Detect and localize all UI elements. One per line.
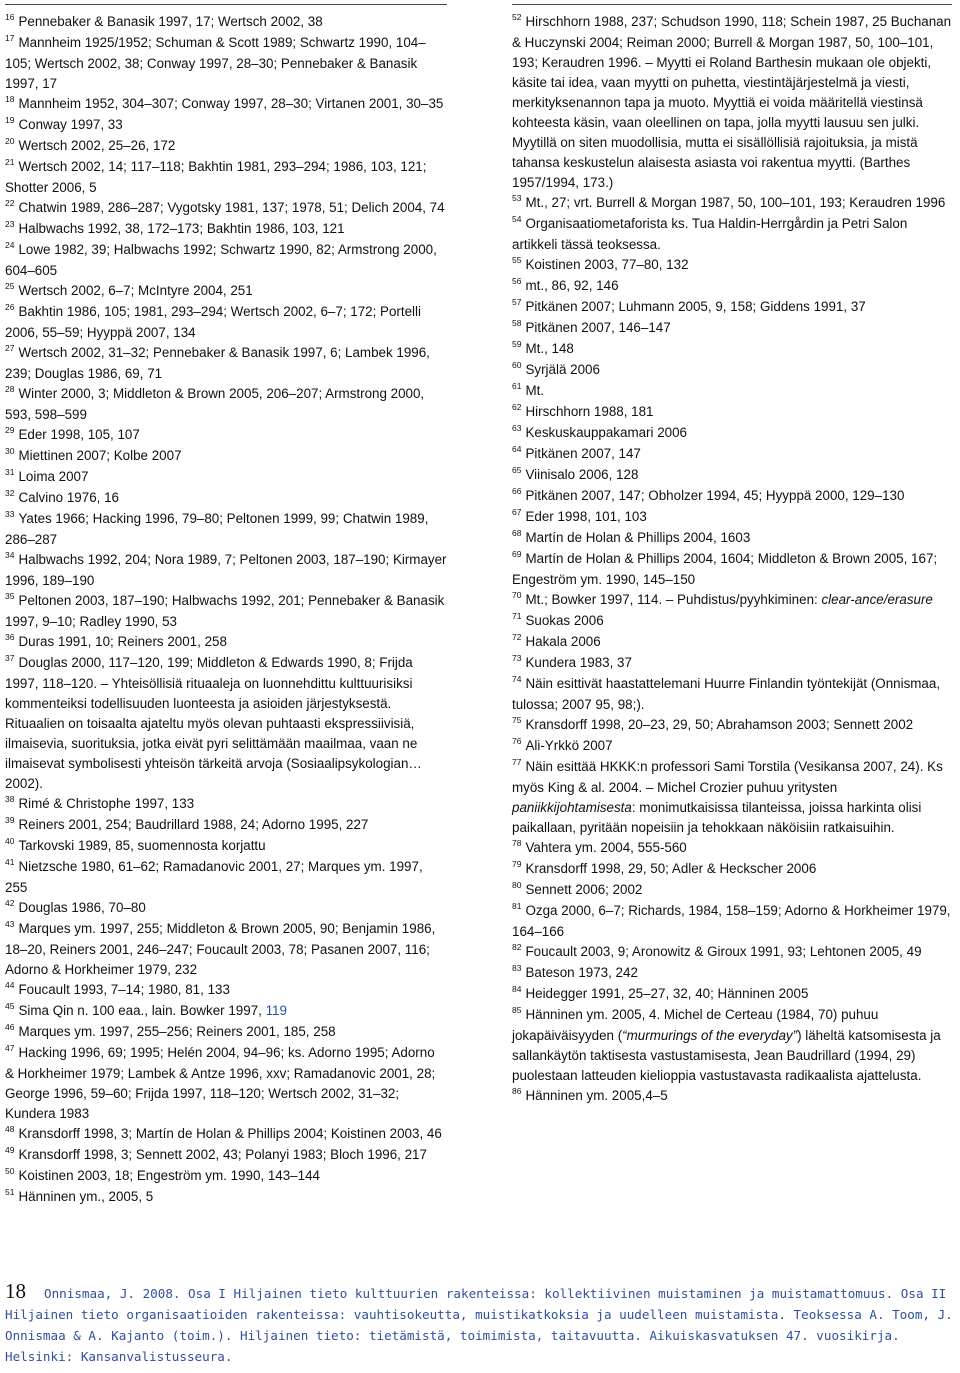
footnote-text: Pitkänen 2007, 147; Obholzer 1994, 45; Hyyppä 2000, 129–130: [525, 488, 905, 503]
footnote: [512, 757, 952, 838]
footnote: [5, 980, 447, 1001]
footnote-number: 32: [5, 488, 15, 498]
footnote: [5, 467, 447, 488]
footnote: [512, 297, 952, 318]
footnote: [512, 549, 952, 590]
footnote-text: Marques ym. 1997, 255; Middleton & Brown 2005, 90; Benjamin 1986, 18–20, Reiners 2001, 246–247; Foucault 2003, 78; Pasanen 2007, 116; Adorno & Horkheimer 1979, 232: [5, 921, 436, 977]
footnote-text: mt., 86, 92, 146: [525, 278, 619, 293]
footnote-text: Näin esittivät haastattelemani Huurre Finlandin työntekijät (Onnismaa, tulossa; 2007 95, 98;).: [512, 676, 941, 712]
footnote-text: Pitkänen 2007, 146–147: [525, 320, 671, 335]
footnote-number: 45: [5, 1001, 15, 1011]
footnote-number: 59: [512, 339, 522, 349]
footnote-link-text: 119: [265, 1003, 287, 1018]
footnote-number: 23: [5, 219, 15, 229]
footnote: [512, 1005, 952, 1086]
footnote-text: Martín de Holan & Phillips 2004, 1603: [525, 530, 751, 545]
footnote-text: Hänninen ym., 2005, 5: [18, 1189, 154, 1204]
footnote: [5, 425, 447, 446]
footnote: [512, 653, 952, 674]
footnote-number: 16: [5, 12, 15, 22]
footnote-number: 54: [512, 214, 522, 224]
footnote-text: Douglas 2000, 117–120, 199; Middleton & Edwards 1990, 8; Frijda 1997, 118–120. – Yhteisöllisiä rituaaleja on luonnehdittu kulttuurisiksi kommenteiksi todellisuuden luonteesta ja asioiden järjestyksestä. Rituaalien on toisaalta ajateltu myös olevan puhtaasti ekspressiivisiä, ilmaisevia, suorituksia, jotka eivät pyri selittämään maailmaa, vaan ne ilmaisevat symbolisesti yhteisön tärkeitä arvoja (Sosiaalipsykologian…2002).: [5, 655, 422, 791]
footnote-text: Wertsch 2002, 14; 117–118; Bakhtin 1981, 293–294; 1986, 103, 121; Shotter 2006, 5: [5, 159, 427, 195]
footnote: [512, 339, 952, 360]
footnote: [5, 836, 447, 857]
footnote-text: Miettinen 2007; Kolbe 2007: [18, 448, 182, 463]
footnote-number: 84: [512, 984, 522, 994]
left-rule: [5, 4, 447, 5]
footnote: [512, 838, 952, 859]
footnote-text: Kransdorff 1998, 3; Martín de Holan & Phillips 2004; Koistinen 2003, 46: [18, 1126, 442, 1141]
footnote-number: 75: [512, 715, 522, 725]
page-footer: [5, 1281, 955, 1367]
footnote-number: 22: [5, 198, 15, 208]
footnote-text: Ozga 2000, 6–7; Richards, 1984, 158–159; Adorno & Horkheimer 1979, 164–166: [512, 903, 951, 939]
footnote-italic-text: clear-ance/erasure: [821, 592, 933, 607]
footnote: [512, 1086, 952, 1107]
footnote-text: Keskuskauppakamari 2006: [525, 425, 687, 440]
footnote-text: Marques ym. 1997, 255–256; Reiners 2001, 185, 258: [18, 1024, 336, 1039]
footnote: [5, 1022, 447, 1043]
footnote-text: Lowe 1982, 39; Halbwachs 1992; Schwartz 1990, 82; Armstrong 2000, 604–605: [5, 242, 437, 278]
footnote: [512, 674, 952, 715]
footnote-text: Koistinen 2003, 77–80, 132: [525, 257, 689, 272]
footnote-number: 25: [5, 281, 15, 291]
footnote-text: Sennett 2006; 2002: [525, 882, 643, 897]
footnote-text: Koistinen 2003, 18; Engeström ym. 1990, 143–144: [18, 1168, 320, 1183]
footnote-number: 62: [512, 402, 522, 412]
footnote-number: 28: [5, 384, 15, 394]
footnote: [5, 343, 447, 384]
footnote-number: 69: [512, 549, 522, 559]
footnote-text: Yates 1966; Hacking 1996, 79–80; Peltonen 1999, 99; Chatwin 1989, 286–287: [5, 511, 429, 547]
footnote-number: 39: [5, 815, 15, 825]
footnote-number: 43: [5, 919, 15, 929]
footnotes-left-column: [5, 12, 447, 1208]
footnote-text: Winter 2000, 3; Middleton & Brown 2005, 206–207; Armstrong 2000, 593, 598–599: [5, 386, 425, 422]
footnote: [512, 360, 952, 381]
footnote-number: 67: [512, 507, 522, 517]
footnote-number: 74: [512, 674, 522, 684]
footnote-text: Hacking 1996, 69; 1995; Helén 2004, 94–96; ks. Adorno 1995; Adorno & Horkheimer 1979; Lambek & Antze 1996, xxv; Ramadanovic 2001, 28; George 1996, 59–60; Frijda 1997, 118–120; Wertsch 2002, 31–32; Kundera 1983: [5, 1045, 436, 1121]
footnote: [512, 715, 952, 736]
footnote-text: Wertsch 2002, 31–32; Pennebaker & Banasik 1997, 6; Lambek 1996, 239; Douglas 1986, 69, 71: [5, 345, 430, 381]
footnote: [5, 12, 447, 33]
footnote-text: Peltonen 2003, 187–190; Halbwachs 1992, 201; Pennebaker & Banasik 1997, 9–10; Radley 1990, 53: [5, 593, 445, 629]
footnote-number: 38: [5, 794, 15, 804]
footnote: [5, 550, 447, 591]
footnote: [512, 632, 952, 653]
footnote-text: Wertsch 2002, 6–7; McIntyre 2004, 251: [18, 283, 253, 298]
footnote-number: 78: [512, 838, 522, 848]
footnote: [5, 1001, 447, 1022]
footnote-text: Mt., 148: [525, 341, 574, 356]
footnote: [5, 281, 447, 302]
footnote-text: Hakala 2006: [525, 634, 601, 649]
footnote: [5, 157, 447, 198]
footnote: [512, 963, 952, 984]
footnote-text: Mannheim 1952, 304–307; Conway 1997, 28–30; Virtanen 2001, 30–35: [18, 96, 444, 111]
footnote-number: 44: [5, 980, 15, 990]
footnote-number: 52: [512, 12, 522, 22]
footnote: [5, 509, 447, 550]
page-number: 18: [5, 1279, 26, 1303]
footnote-text: Bakhtin 1986, 105; 1981, 293–294; Wertsch 2002, 6–7; 172; Portelli 2006, 55–59; Hyyppä 2007, 134: [5, 304, 421, 340]
footnote: [512, 214, 952, 255]
footnote-text: Loima 2007: [18, 469, 89, 484]
footnote: [512, 12, 952, 193]
footnote-text-continued: ) läheltä katsomisesta ja sallankäytön taktisesta vastustamisesta, Jean Baudrillard (1994, 29) puolestaan latteuden kielioppia vastustavasta radikaalista ajattelusta.: [512, 1028, 941, 1083]
footnote: [512, 611, 952, 632]
footnote: [5, 1166, 447, 1187]
footnote-text: Martín de Holan & Phillips 2004, 1604; Middleton & Brown 2005, 167; Engeström ym. 1990, 145–150: [512, 551, 938, 587]
footnote-number: 81: [512, 901, 522, 911]
footnotes-right-column: [512, 12, 952, 1107]
footnote-number: 76: [512, 736, 522, 746]
footnote-text: Syrjälä 2006: [525, 362, 600, 377]
footnote: [512, 318, 952, 339]
footnote-number: 26: [5, 302, 15, 312]
footnote-number: 60: [512, 360, 522, 370]
footnote-number: 50: [5, 1166, 15, 1176]
footnote: [5, 1145, 447, 1166]
footnote-number: 86: [512, 1086, 522, 1096]
footnote-number: 72: [512, 632, 522, 642]
footnote-text: Ali-Yrkkö 2007: [525, 738, 613, 753]
footnote-text: Halbwachs 1992, 38, 172–173; Bakhtin 1986, 103, 121: [18, 221, 345, 236]
footnote-number: 66: [512, 486, 522, 496]
footnote-number: 48: [5, 1124, 15, 1134]
footnote: [512, 193, 952, 214]
footnote-text: Douglas 1986, 70–80: [18, 900, 146, 915]
footnote-number: 51: [5, 1187, 15, 1197]
footnote-text: Vahtera ym. 2004, 555-560: [525, 840, 687, 855]
footnote-number: 40: [5, 836, 15, 846]
footnote: [512, 402, 952, 423]
footnote-number: 42: [5, 898, 15, 908]
footnote: [5, 632, 447, 653]
footnote-number: 65: [512, 465, 522, 475]
footnote-number: 36: [5, 632, 15, 642]
footnote-number: 61: [512, 381, 522, 391]
footnote-text: Organisaatiometaforista ks. Tua Haldin-Herrgårdin ja Petri Salon artikkeli tässä teoksessa.: [512, 216, 908, 252]
footnote: [512, 255, 952, 276]
footnote-number: 71: [512, 611, 522, 621]
footnote-number: 35: [5, 591, 15, 601]
footnote-number: 70: [512, 590, 522, 600]
footnote-number: 21: [5, 157, 15, 167]
footnote-text: Bateson 1973, 242: [525, 965, 638, 980]
footnote-number: 56: [512, 276, 522, 286]
footnote-text-continued: : monimutkaisissa tilanteissa, joissa harkinta olisi paikallaan, pyritään nopeisiin ja tehokkaan näköisiin ratkaisuihin.: [512, 800, 922, 835]
footnote-number: 55: [512, 255, 522, 265]
footnote-text: Näin esittää HKKK:n professori Sami Torstila (Vesikansa 2007, 24). Ks myös King & al. 2004. – Michel Crozier puhuu yritysten: [512, 759, 943, 795]
footnote: [512, 423, 952, 444]
footnote-number: 64: [512, 444, 522, 454]
footnote: [512, 901, 952, 942]
footnote-text: Calvino 1976, 16: [18, 490, 119, 505]
footnote-text: Duras 1991, 10; Reiners 2001, 258: [18, 634, 227, 649]
footnote-text: Tarkovski 1989, 85, suomennosta korjattu: [18, 838, 266, 853]
footnote-text: Hirschhorn 1988, 181: [525, 404, 654, 419]
footnote-text: Kundera 1983, 37: [525, 655, 632, 670]
footnote-text: Sima Qin n. 100 eaa., lain. Bowker 1997,: [18, 1003, 266, 1018]
footnote: [5, 198, 447, 219]
footnote: [512, 736, 952, 757]
footnote-text: Pitkänen 2007; Luhmann 2005, 9, 158; Giddens 1991, 37: [525, 299, 866, 314]
footnote: [512, 507, 952, 528]
footnote-text: Rimé & Christophe 1997, 133: [18, 796, 195, 811]
footnote: [5, 219, 447, 240]
footnote-text: Viinisalo 2006, 128: [525, 467, 639, 482]
footnote-number: 34: [5, 550, 15, 560]
footnote-text: Kransdorff 1998, 29, 50; Adler & Heckscher 2006: [525, 861, 817, 876]
footnote-text: Mt.: [525, 383, 545, 398]
footnote: [512, 528, 952, 549]
footnote-text: Wertsch 2002, 25–26, 172: [18, 138, 176, 153]
footnote-number: 47: [5, 1043, 15, 1053]
footnote-number: 57: [512, 297, 522, 307]
footnote: [512, 276, 952, 297]
footnote: [5, 794, 447, 815]
footnote-number: 58: [512, 318, 522, 328]
footnote-text: Hänninen ym. 2005, 4. Michel de Certeau (1984, 70) puhuu jokapäiväisyyden (: [512, 1007, 879, 1043]
footnote: [5, 653, 447, 794]
footnote-text: Pitkänen 2007, 147: [525, 446, 641, 461]
footnote: [512, 486, 952, 507]
footnote-text: Reiners 2001, 254; Baudrillard 1988, 24; Adorno 1995, 227: [18, 817, 369, 832]
footnote-text: Mt., 27; vrt. Burrell & Morgan 1987, 50, 100–101, 193; Keraudren 1996: [525, 195, 946, 210]
footnote-number: 82: [512, 942, 522, 952]
footnote-number: 53: [512, 193, 522, 203]
footnote-number: 41: [5, 857, 15, 867]
footnote-number: 77: [512, 757, 522, 767]
footnote-italic-text: paniikkijohtamisesta: [512, 800, 632, 815]
footnote-number: 83: [512, 963, 522, 973]
footnote: [512, 465, 952, 486]
footnote-number: 33: [5, 509, 15, 519]
footnote-text: Suokas 2006: [525, 613, 604, 628]
footnote-text: Chatwin 1989, 286–287; Vygotsky 1981, 137; 1978, 51; Delich 2004, 74: [18, 200, 445, 215]
footnote: [5, 919, 447, 980]
footnote-number: 17: [5, 33, 15, 43]
footnote: [5, 240, 447, 281]
footnote-text: Eder 1998, 101, 103: [525, 509, 647, 524]
footnote-text: Nietzsche 1980, 61–62; Ramadanovic 2001, 27; Marques ym. 1997, 255: [5, 859, 423, 895]
footnote: [5, 33, 447, 94]
footnote-number: 79: [512, 859, 522, 869]
footnote: [512, 984, 952, 1005]
footnote-text: Mannheim 1925/1952; Schuman & Scott 1989; Schwartz 1990, 104–105; Wertsch 2002, 38; Conway 1997, 28–30; Pennebaker & Banasik 1997, 17: [5, 35, 426, 91]
footnote-text: Halbwachs 1992, 204; Nora 1989, 7; Peltonen 2003, 187–190; Kirmayer 1996, 189–190: [5, 552, 447, 588]
footnote-number: 30: [5, 446, 15, 456]
footnote-number: 24: [5, 240, 15, 250]
footnote-text: Kransdorff 1998, 20–23, 29, 50; Abrahamson 2003; Sennett 2002: [525, 717, 914, 732]
footnote-number: 73: [512, 653, 522, 663]
footnote-text: Hirschhorn 1988, 237; Schudson 1990, 118; Schein 1987, 25 Buchanan & Huczynski 2004; Reiman 2000; Burrell & Morgan 1987, 50, 100–101, 193; Keraudren 1996. – Myytti ei Roland Barthesin mukaan ole objekti, käsite tai idea, vaan myytti on puhetta, viestintäjärjestelmä ja viesti, merkityksenannon tapa ja muoto. Myyttiä ei voida määritellä viestinsä kohteesta käsin, vaan oleellinen on tapa, jolla myytti lausuu sen julki. Myytillä on siten muodollisia, mutta ei sisällöllisiä rajoituksia, ja mistä tahansa keskustelun alaisesta asiasta voi rakentua myytti. (Barthes 1957/1994, 173.): [512, 14, 952, 190]
footnote: [5, 1187, 447, 1208]
footnote-number: 80: [512, 880, 522, 890]
footnote: [512, 942, 952, 963]
footnote-number: 20: [5, 136, 15, 146]
footnote-number: 29: [5, 425, 15, 435]
footnote-number: 46: [5, 1022, 15, 1032]
footnote-text: Pennebaker & Banasik 1997, 17; Wertsch 2002, 38: [18, 14, 323, 29]
footnote: [512, 859, 952, 880]
footnote-text: Mt.; Bowker 1997, 114. – Puhdistus/pyyhkiminen:: [525, 592, 822, 607]
footnote: [5, 302, 447, 343]
footnote-text: Eder 1998, 105, 107: [18, 427, 140, 442]
footnote: [5, 898, 447, 919]
footnote-number: 85: [512, 1005, 522, 1015]
footnote-number: 63: [512, 423, 522, 433]
footnote-italic-text: “murmurings of the everyday”: [622, 1028, 798, 1043]
footnote-text: Foucault 2003, 9; Aronowitz & Giroux 1991, 93; Lehtonen 2005, 49: [525, 944, 922, 959]
footnote: [5, 115, 447, 136]
footnote: [5, 1124, 447, 1145]
footnote-number: 27: [5, 343, 15, 353]
footer-citation: Onnismaa, J. 2008. Osa I Hiljainen tieto kulttuurien rakenteissa: kollektiivinen muistaminen ja muistamattomuus. Osa II Hiljainen tieto organisaatioiden rakenteissa: vauhtisokeutta, muistikatkoksia ja uudelleen muistamista. Teoksessa A. Toom, J. Onnismaa & A. Kajanto (toim.). Hiljainen tieto: tietämistä, toimimista, taitavuutta. Aikuiskasvatuksen 47. vuosikirja. Helsinki: Kansanvalistusseura.: [5, 1286, 953, 1364]
footnote: [5, 1043, 447, 1124]
right-rule: [512, 4, 952, 5]
footnote-number: 19: [5, 115, 15, 125]
footnote-number: 18: [5, 94, 15, 104]
footnote: [5, 446, 447, 467]
footnote: [5, 94, 447, 115]
footnote-number: 68: [512, 528, 522, 538]
footnote-number: 31: [5, 467, 15, 477]
footnote-number: 49: [5, 1145, 15, 1155]
footnote: [512, 590, 952, 611]
footnote: [512, 444, 952, 465]
footnote: [512, 381, 952, 402]
footnote-text: Conway 1997, 33: [18, 117, 123, 132]
footnote: [5, 857, 447, 898]
footnote-text: Heidegger 1991, 25–27, 32, 40; Hänninen 2005: [525, 986, 809, 1001]
footnote-text: Kransdorff 1998, 3; Sennett 2002, 43; Polanyi 1983; Bloch 1996, 217: [18, 1147, 427, 1162]
footnote-text: Foucault 1993, 7–14; 1980, 81, 133: [18, 982, 230, 997]
footnote: [5, 488, 447, 509]
footnote-text: Hänninen ym. 2005,4–5: [525, 1088, 668, 1103]
footnote: [5, 384, 447, 425]
footnote: [5, 591, 447, 632]
footnote-number: 37: [5, 653, 15, 663]
footnote: [5, 136, 447, 157]
footnote: [5, 815, 447, 836]
footnote: [512, 880, 952, 901]
